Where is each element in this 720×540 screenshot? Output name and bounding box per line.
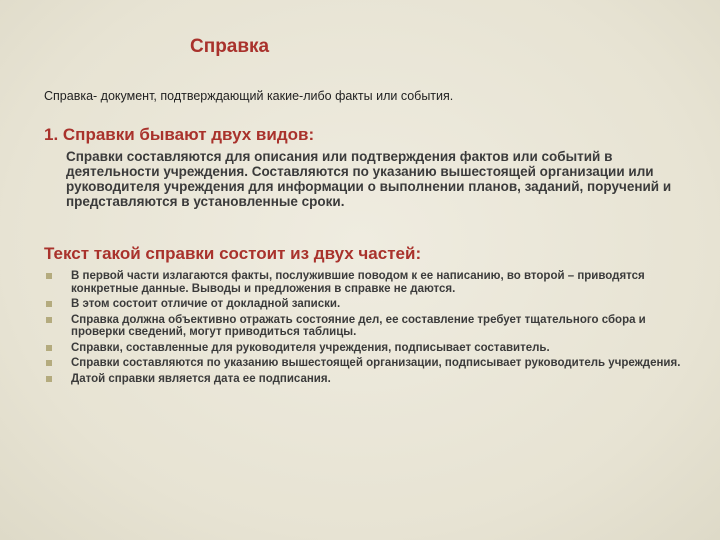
list-item [44,373,694,386]
slide-title: Справка [190,36,270,57]
list-item [44,342,694,355]
square-bullet-icon [46,345,52,351]
square-bullet-icon [46,376,52,382]
list-item [44,298,694,311]
square-bullet-icon [46,360,52,366]
bullet-list [44,270,694,388]
square-bullet-icon [46,317,52,323]
list-item-text: Справка должна объективно отражать состояние дел, ее составление требует тщательного сбора и проверки сведений, могут приводиться таблицы. [71,313,646,338]
list-item [44,357,694,370]
list-item-text: В этом состоит отличие от докладной записки. [71,298,341,310]
types-paragraph: Справки составляются для описания или подтверждения фактов или событий в деятельности учреждения. Составляются по указанию вышестоящей организации или руководителя учреждения для информации о выполнении планов, заданий, поручений и представляются в установленные сроки. [66,149,672,209]
square-bullet-icon [46,273,52,279]
list-item [44,314,694,339]
definition-text: Справка- документ, подтверждающий какие-либо факты или события. [44,89,454,103]
square-bullet-icon [46,301,52,307]
list-item-text: Датой справки является дата ее подписания. [71,372,331,385]
list-item-text: В первой части излагаются факты, послужившие поводом к ее написанию, во второй – приводятся конкретные данные. Выводы и предложения в справке не даются. [71,270,645,295]
list-item-text: Справки составляются по указанию вышестоящей организации, подписывает руководитель учреждения. [71,357,681,369]
list-item-text: Справки, составленные для руководителя учреждения, подписывает составитель. [71,341,550,354]
parts-heading: Текст такой справки состоит из двух частей: [44,244,422,263]
types-heading: 1. Справки бывают двух видов: [44,125,315,144]
list-item [44,270,694,295]
